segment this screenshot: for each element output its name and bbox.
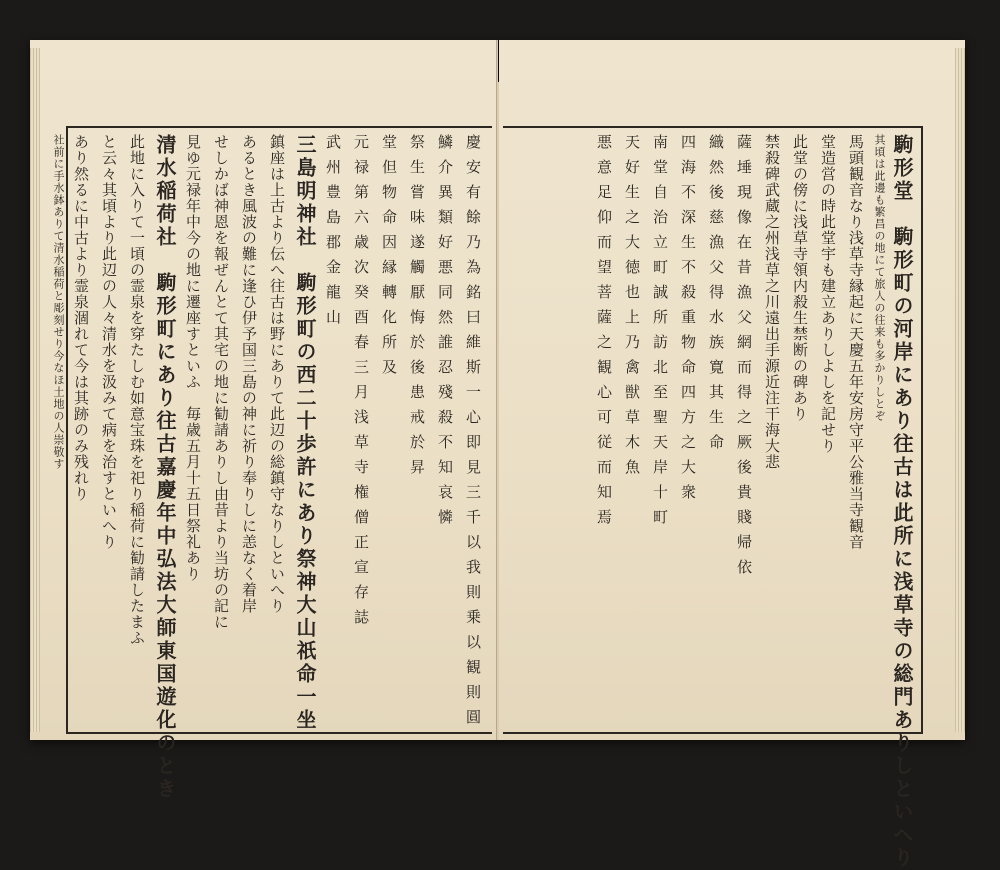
text-column: 祭生嘗味遂觸厭悔於後患戒於昇 <box>408 134 426 484</box>
text-column: 織然後慈漁父得水族寛其生命 <box>707 134 725 459</box>
text-column: 鱗介異類好悪同然誰忍殘殺不知哀憐 <box>436 134 454 534</box>
text-column: あるとき風波の難に逢ひ伊予国三島の神に祈り奉りしに恙なく着岸 <box>240 134 258 614</box>
page-edge <box>955 48 965 732</box>
text-column: 馬頭観音なり浅草寺縁起に天慶五年安房守平公雅当寺観音 <box>847 134 865 550</box>
page-edge <box>30 48 40 732</box>
text-column: 薩埵現像在昔漁父網而得之厥後貴賤帰依 <box>735 134 753 584</box>
text-column: 堂但物命因縁轉化所及 <box>380 134 398 384</box>
text-column: 此地に入りて一頃の霊泉を穿たしむ如意宝珠を祀り稲荷に勧請したまふ <box>128 134 146 646</box>
text-column: 堂造営の時此堂宇も建立ありしよしを記せり <box>819 134 837 454</box>
left-page <box>30 40 497 801</box>
text-column: 其頃は此邊も繁昌の地にて旅人の往来も多かりしとぞ <box>873 134 886 422</box>
text-column: 此堂の傍に浅草寺領内殺生禁断の碑あり <box>791 134 809 422</box>
text-column: 禁殺碑武蔵之州浅草之川遠出手源近注干海大悲 <box>763 134 781 470</box>
text-column: 見ゆ元禄年中今の地に遷座すといふ 毎歳五月十五日祭礼あり <box>184 134 202 582</box>
text-column: 社前に手水鉢ありて清水稲荷と彫刻せり今なほ土地の人崇敬す <box>52 134 65 470</box>
text-column: 元禄第六歳次癸酉春三月浅草寺権僧正宣存誌 <box>352 134 370 634</box>
right-text-frame <box>503 126 923 870</box>
text-column: 南堂自治立町誠所訪北至聖天岸十町 <box>651 134 669 534</box>
open-book <box>30 40 965 870</box>
text-column: 武州豊島郡金龍山 <box>324 134 342 334</box>
text-column: せしかば神恩を報ぜんとて其宅の地に勧請ありし由昔より当坊の記に <box>212 134 230 630</box>
text-column: あり然るに中古より霊泉涸れて今は其跡のみ残れり <box>72 134 90 502</box>
text-column: 清水稲荷社 駒形町にあり往古嘉慶年中弘法大師東国遊化のとき <box>153 134 177 801</box>
left-columns <box>52 134 484 801</box>
text-column: 四海不深生不殺重物命四方之大衆 <box>679 134 697 509</box>
text-column: 慶安有餘乃為銘曰維斯一心即見三千以我則乗以観則圓 <box>464 134 482 734</box>
text-column: 駒形堂 駒形町の河岸にあり往古は此所に浅草寺の総門ありしといへり <box>890 134 914 870</box>
text-column: 悪意足仰而望菩薩之観心可従而知焉 <box>595 134 613 534</box>
left-text-frame <box>52 126 492 801</box>
text-column: 天好生之大徳也上乃禽獣草木魚 <box>623 134 641 484</box>
text-column: 鎮座は上古より伝へ往古は野にありて此辺の総鎮守なりしといへり <box>268 134 286 614</box>
right-columns <box>511 134 914 870</box>
text-column: 三島明神社 駒形町の西二十歩許にあり祭神大山祇命一坐 <box>293 134 317 732</box>
text-column: と云々其頃より此辺の人々清水を汲みて病を治すといへり <box>100 134 118 550</box>
right-page <box>499 40 965 870</box>
